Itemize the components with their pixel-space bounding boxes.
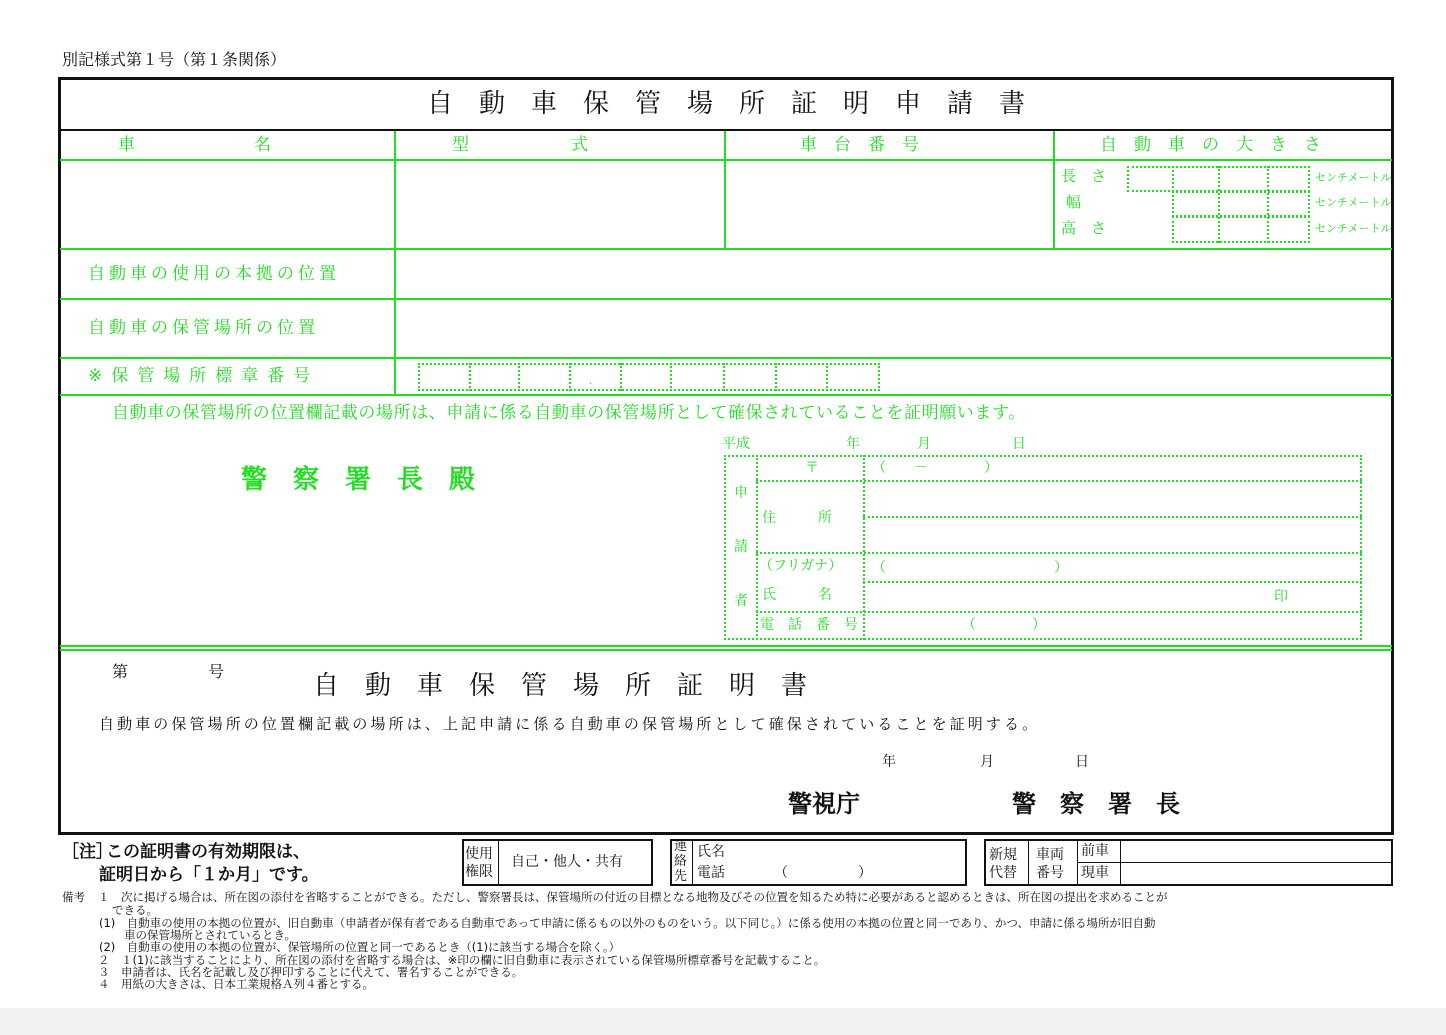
vehicle-number-label-1: 車両 (1036, 847, 1064, 863)
page-bottom-margin (0, 1008, 1446, 1035)
current-car-label: 現車 (1081, 865, 1109, 881)
applicant-label-3: 者 (734, 593, 748, 609)
remarks-line: ２ １(1)に該当することにより、所在図の添付を省略する場合は、※印の欄に旧自動車に表示されている保管場所標章番号を記載すること。 (98, 953, 826, 967)
remarks-line: 車の保管場所とされているとき。 (124, 928, 297, 942)
sign-number-input[interactable] (418, 363, 880, 391)
col-model: 型 式 (452, 135, 588, 155)
name-label: 氏 名 (762, 587, 832, 603)
row-line (60, 394, 1392, 396)
replacement-label-1: 新規 (989, 847, 1017, 863)
sign-digit-divider (826, 363, 828, 391)
storage-place-input[interactable] (396, 300, 1392, 357)
col-car-size: 自 動 車 の 大 き さ (1100, 135, 1321, 155)
certificate-title: 自 動 車 保 管 場 所 証 明 書 (313, 671, 808, 701)
applicant-label-1: 申 (734, 485, 748, 501)
replacement-row-divider (1077, 862, 1391, 863)
chassis-number-input[interactable] (726, 161, 1052, 248)
certificate-month: 月 (980, 754, 994, 770)
remarks-line: ３ 申請者は、氏名を記載し及び押印することに代えて、署名することができる。 (98, 965, 524, 979)
replacement-label-2: 代替 (989, 865, 1017, 881)
sign-number-label: ※保管場所標章番号 (88, 366, 320, 386)
contact-phone[interactable]: 電話 （ ） (697, 865, 872, 881)
note-label: ［注］ (62, 842, 113, 862)
sign-digit-divider (518, 363, 520, 391)
contact-label-3: 先 (674, 869, 688, 884)
contact-name[interactable]: 氏名 (697, 844, 725, 860)
size-digit-divider (1218, 166, 1220, 243)
name-input[interactable] (866, 584, 1266, 610)
applicant-row-divider (756, 552, 1362, 554)
previous-car-label: 前車 (1081, 843, 1109, 859)
usage-right-options[interactable]: 自己・他人・共有 (511, 854, 623, 870)
phone-label: 電 話 番 号 (760, 617, 858, 633)
remarks-line: (2) 自動車の使用の本拠の位置が、保管場所の位置と同一であるとき（(1)に該当する場合を除く。） (99, 940, 621, 954)
applicant-row-divider (863, 581, 1362, 583)
col-line (1053, 131, 1055, 249)
row-line (60, 649, 1392, 651)
length-label: 長 さ (1061, 167, 1107, 185)
address-label: 住 所 (762, 510, 832, 526)
certificate-day: 日 (1075, 754, 1089, 770)
size-digit-divider (1172, 166, 1174, 192)
usage-base-input[interactable] (396, 250, 1392, 298)
sign-digit-divider (620, 363, 622, 391)
usage-right-divider (498, 841, 499, 884)
date-era: 平成 (722, 436, 750, 452)
contact-label-2: 絡 (674, 854, 688, 869)
height-unit: センチメートル (1315, 222, 1392, 235)
col-car-name: 車 名 (118, 135, 271, 155)
remarks-line: できる。 (112, 903, 158, 917)
height-input[interactable] (1172, 216, 1310, 243)
furigana-input[interactable]: （ ） (872, 560, 1068, 576)
address-input[interactable] (866, 483, 1360, 551)
col-chassis-number: 車 台 番 号 (800, 135, 919, 155)
seal-mark: 印 (1274, 589, 1288, 605)
form-label: 別記様式第１号（第１条関係） (62, 50, 287, 69)
furigana-label: （フリガナ） (759, 558, 843, 574)
request-text: 自動車の保管場所の位置欄記載の場所は、申請に係る自動車の保管場所として確保されていることを証明願います。 (112, 403, 1026, 423)
vehicle-number-label-2: 番号 (1036, 865, 1064, 881)
size-digit-divider (1267, 166, 1269, 243)
current-car-input[interactable] (1122, 864, 1390, 884)
remarks-label: 備考 (62, 890, 85, 904)
note-line-1: この証明書の有効期限は、 (106, 842, 310, 862)
certificate-agency: 警視庁 (788, 789, 860, 818)
sign-digit-divider (469, 363, 471, 391)
sign-digit-divider (775, 363, 777, 391)
dot-mark: ． (589, 376, 599, 387)
postal-mark: 〒 (805, 460, 819, 476)
width-unit: センチメートル (1315, 196, 1392, 209)
date-year: 年 (846, 436, 860, 452)
usage-right-label-2: 権限 (465, 864, 493, 880)
addressee: 警 察 署 長 殿 (241, 465, 476, 495)
applicant-label-2: 請 (734, 539, 748, 555)
certificate-number: 第 号 (112, 662, 225, 681)
remarks-line: (1) 自動車の使用の本拠の位置が、旧自動車（申請者が保有者である自動車であって申請に係るもの以外のものをいう。以下同じ。）に係る使用の本拠の位置と同一であり、かつ、申請に係る場所が旧自動 (99, 916, 1156, 930)
previous-car-input[interactable] (1122, 842, 1390, 861)
sign-digit-divider (723, 363, 725, 391)
row-line (60, 645, 1392, 647)
car-name-input[interactable] (60, 161, 393, 248)
sign-digit-divider (670, 363, 672, 391)
title-divider (60, 129, 1392, 131)
remarks-line: ４ 用紙の大きさは、日本工業規格Ａ列４番とする。 (98, 977, 374, 991)
model-input[interactable] (396, 161, 723, 248)
replacement-divider (1028, 841, 1029, 884)
applicant-row-divider (756, 611, 1362, 613)
application-title: 自 動 車 保 管 場 所 証 明 申 請 書 (426, 89, 1025, 119)
remarks-line: １ 次に掲げる場合は、所在図の添付を省略することができる。ただし、警察署長は、保管場所の付近の目標となる地物及びその位置を知るため特に必要があると認めるときは、所在図の提出を求めることが (98, 890, 1168, 904)
row-line (60, 357, 1392, 359)
certificate-year: 年 (882, 754, 896, 770)
sign-digit-divider (569, 363, 571, 391)
width-input[interactable] (1172, 191, 1310, 217)
contact-divider (692, 841, 693, 884)
date-month: 月 (917, 436, 931, 452)
width-label: 幅 (1066, 193, 1082, 211)
contact-label-1: 連 (674, 839, 688, 854)
length-unit: センチメートル (1315, 171, 1392, 184)
note-line-2: 証明日から「１か月」です。 (99, 865, 319, 885)
applicant-row-divider (756, 480, 1362, 482)
usage-right-label: 使用 (465, 846, 493, 862)
storage-place-label: 自動車の保管場所の位置 (88, 318, 319, 338)
date-day: 日 (1012, 436, 1026, 452)
phone-input[interactable]: （ ） (962, 617, 1046, 633)
usage-base-label: 自動車の使用の本拠の位置 (88, 264, 340, 284)
certificate-signer: 警 察 署 長 (1012, 789, 1180, 818)
postal-input[interactable]: （ － ） (872, 460, 998, 476)
height-label: 高 さ (1061, 219, 1107, 237)
certificate-text: 自動車の保管場所の位置欄記載の場所は、上記申請に係る自動車の保管場所として確保されていることを証明する。 (99, 715, 1041, 733)
